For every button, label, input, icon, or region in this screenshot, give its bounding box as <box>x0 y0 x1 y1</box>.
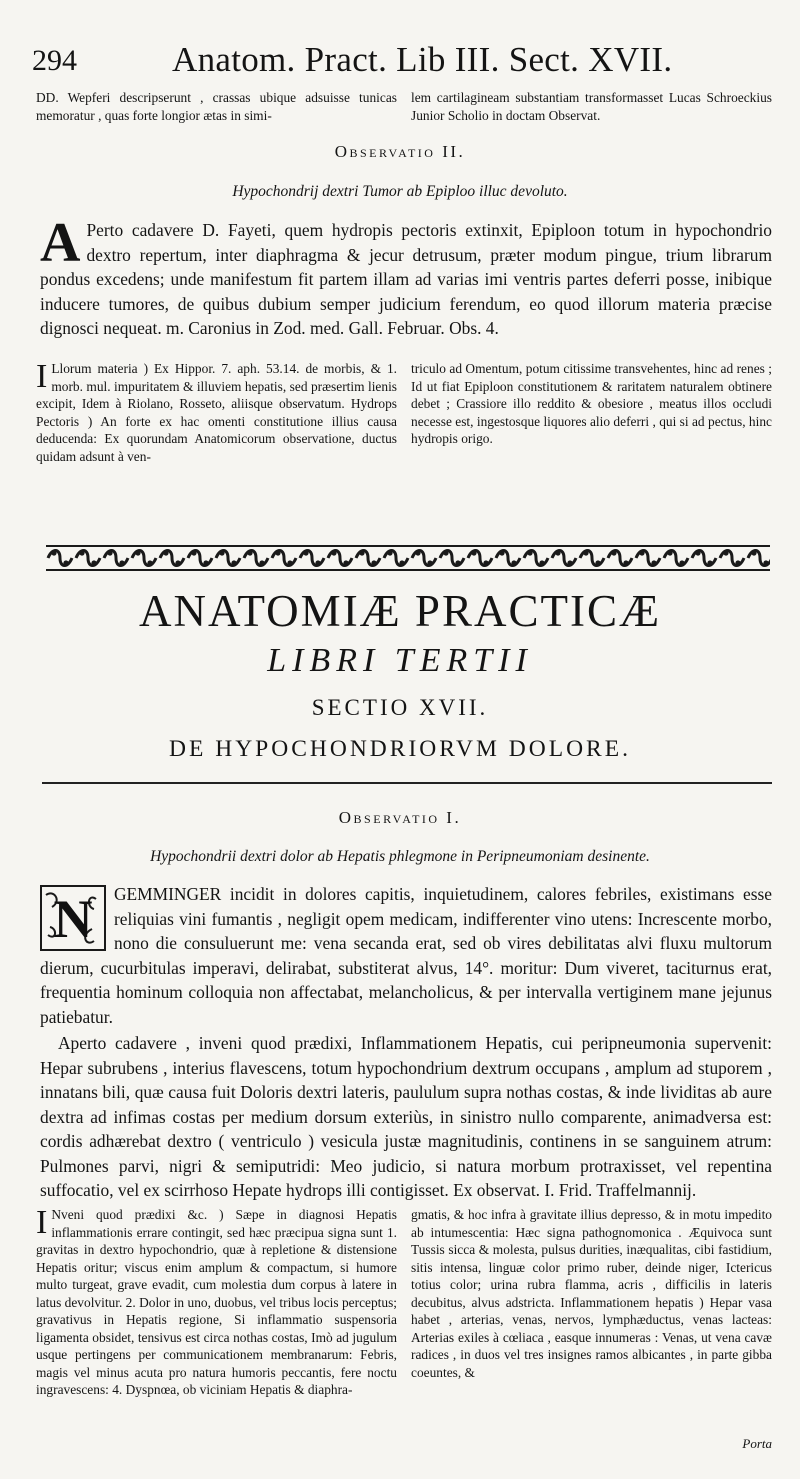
observatio-2-body <box>40 212 772 341</box>
scholia-1-right-column: gmatis, & hoc infra à gravitate illius depresso, & in motu impedito ab intumescentia: Hæc signa pathognomonica . Æquivoca sunt Tussis sicca & molesta, pulsus durities, inæqualitas, cibi fastidium, sitis intensa, linguæ color primo ruber, deinde niger, Ictericus totius color; urina rubra flamma, acris , difficilis in lateris decubitus, alvus adstricta. Inflammationem hepatis ) Hepar vasa habet , arterias, venas, nervos, lymphæductus, venas lacteas: Arterias exiles à cœliaca , easque innumeras : Venas, ut vena cavæ radices , in duos vel tres insignes ramos albicantes , in parte gibba coeuntes, & <box>411 1207 772 1380</box>
observatio-2-text: Perto cadavere D. Fayeti, quem hydropis pectoris extinxit, Epiploon totum in hypochondrio dextro repertum, inter diaphragma & jecur detrusum, præter modum pingue, trium librarum pondus excedens; unde manifestum fit partem illam ad varias imi ventris partes deferri posse, inibique inducere tumores, de quibus dubium semper judicium ferendum, eo quod illorum materia præcise dignosci nequeat. m. Caronius in Zod. med. Gall. Februar. Obs. 4. <box>40 220 772 338</box>
decorated-initial <box>40 885 106 951</box>
book-subtitle: LIBRI TERTII <box>267 642 533 679</box>
ornamental-band <box>46 545 770 571</box>
scholia-2-right-column: triculo ad Omentum, potum citissime transvehentes, hinc ad renes ; Id ut fiat Epiploon constitutionem & raritatem naturalem obtinere debet ; Crassiore illo reddito & obesiore , meatus illos occludi necesse est, ingestosque liquores alio deferri , qui si ad pectus, hinc hydropis origo. <box>411 361 772 446</box>
scholia-2-left-text: Llorum materia ) Ex Hippor. 7. aph. 53.14. de morbis, & 1. morb. mul. impuritatem & illuviem hepatis, sed præsertim lienis excipit, Idem à Riolano, Rosseto, aliisque observatum. Hydrops Pectoris ) An forte ex hac omenti constitutione illius causa deducenda: Ex quorundam Anatomicorum observatione, ductus quidam adsunt à ven- <box>36 361 397 464</box>
continuation-left-column: DD. Wepferi descripserunt , crassas ubique adsuisse tunicas memoratur , quas forte longior ætas in simi- <box>36 90 397 123</box>
observatio-1-subtitle: Hypochondrii dextri dolor ab Hepatis phlegmone in Peripneumoniam desinente. <box>150 848 650 865</box>
page-number: 294 <box>32 44 77 77</box>
drop-cap-a: A <box>40 212 81 274</box>
observatio-2-heading: Observatio II. <box>334 142 466 161</box>
scholia-1-left-text: Nveni quod prædixi &c. ) Sæpe in diagnosi Hepatis inflammationis errare contingit, sed hæc præcipua signa sunt 1. gravitas in dextro hypochondrio, quæ à repletione & distensione Hepatis oritur; viscus enim amplum & compactum, si humore multo turgeat, grave evadit, cum molestia dum corpus à latere in latus devolvitur. 2. Dolor in uno, duobus, vel tribus locis perceptus; gravativus in Hepatis regione, Si inflammatio suspensoria ligamenta obsidet, tensivus est circa nothas costas, Imò ad jugulum usque pertingens per communicationem membranarum: Febris, magis vel minus acuta pro natura humoris peccantis, fere noctu ingravescens: 4. Dyspnœa, ob viciniam Hepatis & diaphra- <box>36 1207 397 1397</box>
observatio-1-paragraph-2: Aperto cadavere , inveni quod prædixi, Inflammationem Hepatis, cui peripneumonia supervenit: Hepar subrubens , interius flavescens, totum hypochondrium dextrum occupans , amplum ad stuporem , innatans bili, quæ causa fuit Doloris dextri lateris, paululum supra nothas costas, & inde lividitas ab aure dextra ad infimas costas per medium dorsum exteriùs, in sinistro nullo comparente, animadversa est: cordis adhærebat dextro ( ventriculo ) vesicula justæ magnitudinis, continens in se sanguinem atrum: Pulmones parvi, nigri & semiputridi: Meo judicio, si natura morbum protraxisset, vel repentina suffocatio, vel ex scirrhoso Hepate hydrops illi contigisset. Ex observat. I. Frid. Traffelmannij. <box>40 1033 772 1200</box>
catchword: Porta <box>742 1436 772 1451</box>
drop-cap-i: I <box>36 1204 48 1241</box>
section-topic: DE HYPOCHONDRIORVM DOLORE. <box>169 736 631 762</box>
section-number: SECTIO XVII. <box>311 695 489 720</box>
observatio-1-heading: Observatio I. <box>338 808 462 827</box>
drop-cap-i: I <box>36 358 48 395</box>
book-title: ANATOMIÆ PRACTICÆ <box>139 586 661 636</box>
title-divider <box>42 782 772 784</box>
observatio-2-scholia <box>36 360 772 465</box>
observatio-1-paragraph-1: GEMMINGER incidit in dolores capitis, inquietudinem, calores febriles, existimans esse reliquias vini fumantis , negligit opem medicam, indifferenter vino utens: Increscente morbo, nono die consuluerunt me: vena secanda erat, sed ob vires debilitatas alvi fluxu multorum dierum, cucurbitulas imperavi, delirabat, substiterat alvus, 14°. moritur: Dum viveret, taciturnus erat, frequentia hominum colloquia non affectabat, melancholicus, & per intervalla vertiginem mane jejunus patiebatur. <box>40 884 772 1027</box>
drop-cap-n: N <box>53 889 93 949</box>
running-title: Anatom. Pract. Lib III. Sect. XVII. <box>172 40 673 79</box>
scholia-1-left-column <box>36 1206 397 1399</box>
observatio-2-subtitle: Hypochondrij dextri Tumor ab Epiploo illuc devoluto. <box>232 183 568 200</box>
continuation-text <box>36 89 772 124</box>
observatio-1-body <box>40 882 772 1203</box>
observatio-1-scholia <box>36 1206 772 1399</box>
continuation-right-column: lem cartilagineam substantiam transformasset Lucas Schroeckius Junior Scholio in doctam Observat. <box>411 90 772 123</box>
scholia-2-left-column <box>36 360 397 465</box>
